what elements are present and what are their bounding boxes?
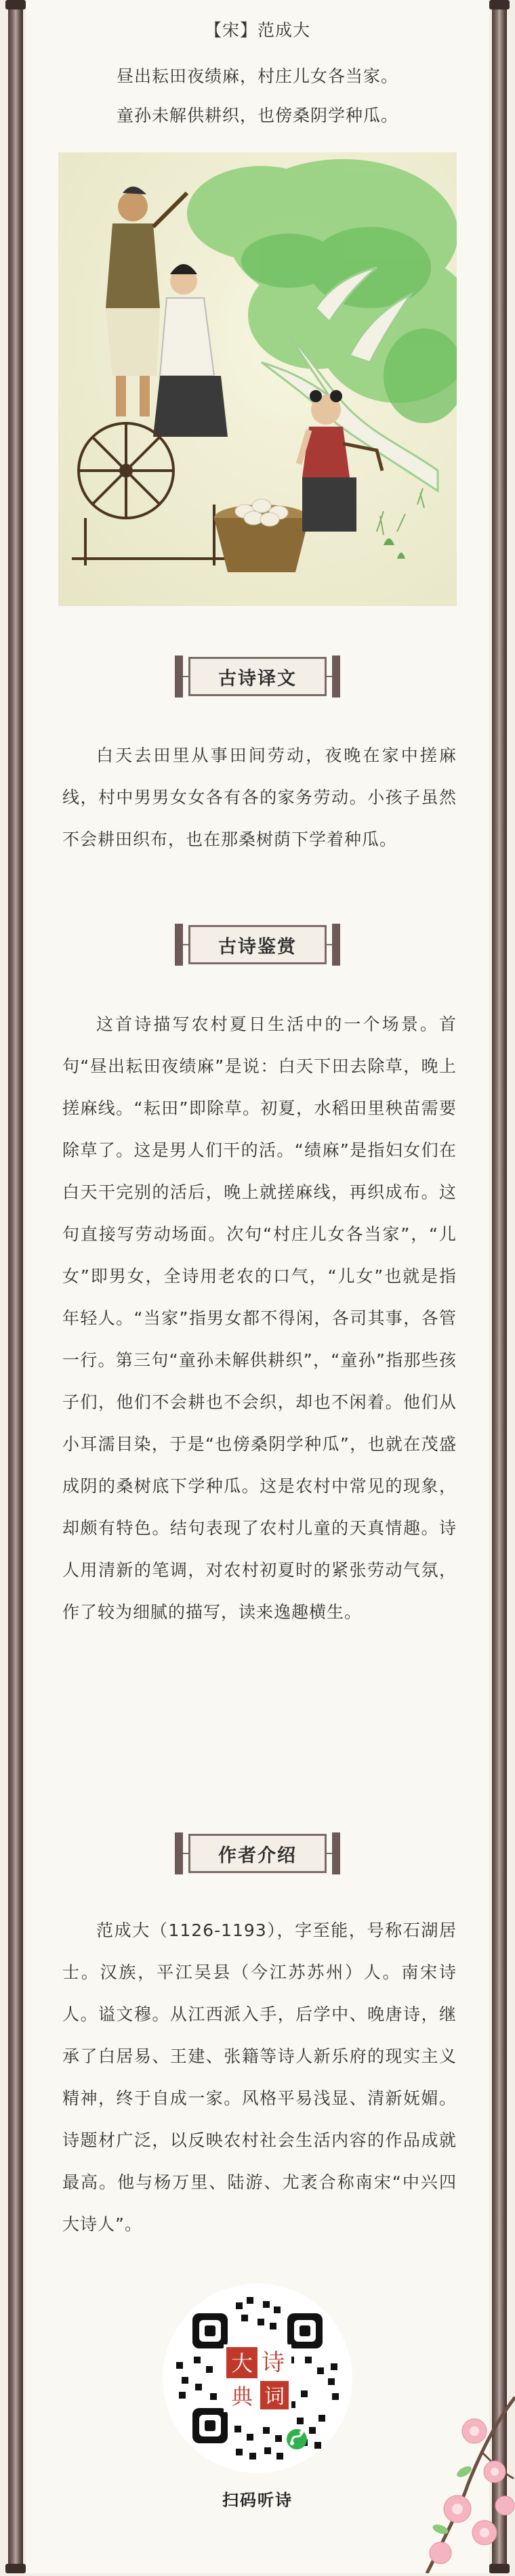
qr-caption: 扫码听诗 — [156, 2487, 359, 2510]
badge-line-right — [325, 944, 332, 945]
section-title-translation: 古诗译文 — [188, 657, 327, 696]
badge-bar-left — [175, 1832, 183, 1874]
section-title-author: 作者介绍 — [188, 1834, 327, 1873]
roller-cap-top-left — [5, 0, 26, 9]
badge-bar-right — [332, 924, 340, 966]
section-badge-author — [175, 1828, 340, 1879]
badge-line-right — [325, 1853, 332, 1854]
author-text: 范成大（1126-1193），字至能，号称石湖居士。汉族，平江吴县（今江苏苏州）人。南宋诗人。谥文穆。从江西派入手，后学中、晚唐诗，继承了白居易、王建、张籍等诗人新乐府的现实主义精神，终于自成一家。风格平易浅显、清新妩媚。诗题材广泛，以反映农村社会生活内容的作品成就最高。他与杨万里、陆游、尤袤合称南宋“中兴四大诗人”。 — [62, 1910, 457, 2246]
badge-bar-left — [175, 924, 183, 966]
qr-logo-char-4: 典 — [231, 2384, 254, 2409]
badge-line-right — [325, 676, 332, 677]
roller-cap-top-right — [489, 0, 510, 9]
section-badge-translation — [175, 651, 340, 702]
poem-author: 【宋】范成大 — [54, 15, 461, 46]
farm-family-painting — [58, 152, 457, 606]
section-title-appreciation: 古诗鉴赏 — [188, 925, 327, 964]
qr-logo-char-1: 诗 — [262, 2349, 285, 2376]
translation-text: 白天去田里从事田间劳动，夜晚在家中搓麻线，村中男男女女各有各的家务劳动。小孩子虽然不会耕田织布，也在那桑树荫下学着种瓜。 — [62, 735, 457, 861]
roller-cap-bottom-left — [5, 2564, 26, 2573]
badge-bar-left — [175, 656, 183, 697]
section-badge-appreciation — [175, 920, 340, 970]
qr-code-icon[interactable] — [161, 2282, 354, 2474]
blossom-decoration-icon — [400, 2370, 515, 2573]
mini-program-icon — [287, 2429, 307, 2449]
qr-logo-char-3: 大 — [231, 2350, 253, 2376]
scroll-roller-left — [8, 0, 23, 2573]
appreciation-text: 这首诗描写农村夏日生活中的一个场景。首句“昼出耘田夜绩麻”是说：白天下田去除草，晚上搓麻线。“耘田”即除草。初夏，水稻田里秧苗需要除草了。这是男人们干的活。“绩麻”是指妇女们在白天干完别的活后，晚上就搓麻线，再织成布。这句直接写劳动场面。次句“村庄儿女各当家”，“儿女”即男女，全诗用老农的口气，“儿女”也就是指年轻人。“当家”指男女都不得闲，各司其事，各管一行。第三句“童孙未解供耕织”，“童孙”指那些孩子们，他们不会耕也不会织，却也不闲着。他们从小耳濡目染，于是“也傍桑阴学种瓜”，也就在茂盛成阴的桑树底下学种瓜。这是农村中常见的现象，却颇有特色。结句表现了农村儿童的天真情趣。诗人用清新的笔调，对农村初夏时的紧张劳动气氛，作了较为细腻的描写，读来逸趣横生。 — [62, 1004, 457, 1633]
poem-line-2: 童孙未解供耕织，也傍桑阴学种瓜。 — [54, 100, 461, 131]
scroll-roller-right — [492, 0, 507, 2573]
poem-line-1: 昼出耘田夜绩麻，村庄儿女各当家。 — [54, 61, 461, 92]
qr-logo-char-2: 词 — [264, 2385, 285, 2409]
badge-bar-right — [332, 1832, 340, 1874]
badge-bar-right — [332, 656, 340, 697]
